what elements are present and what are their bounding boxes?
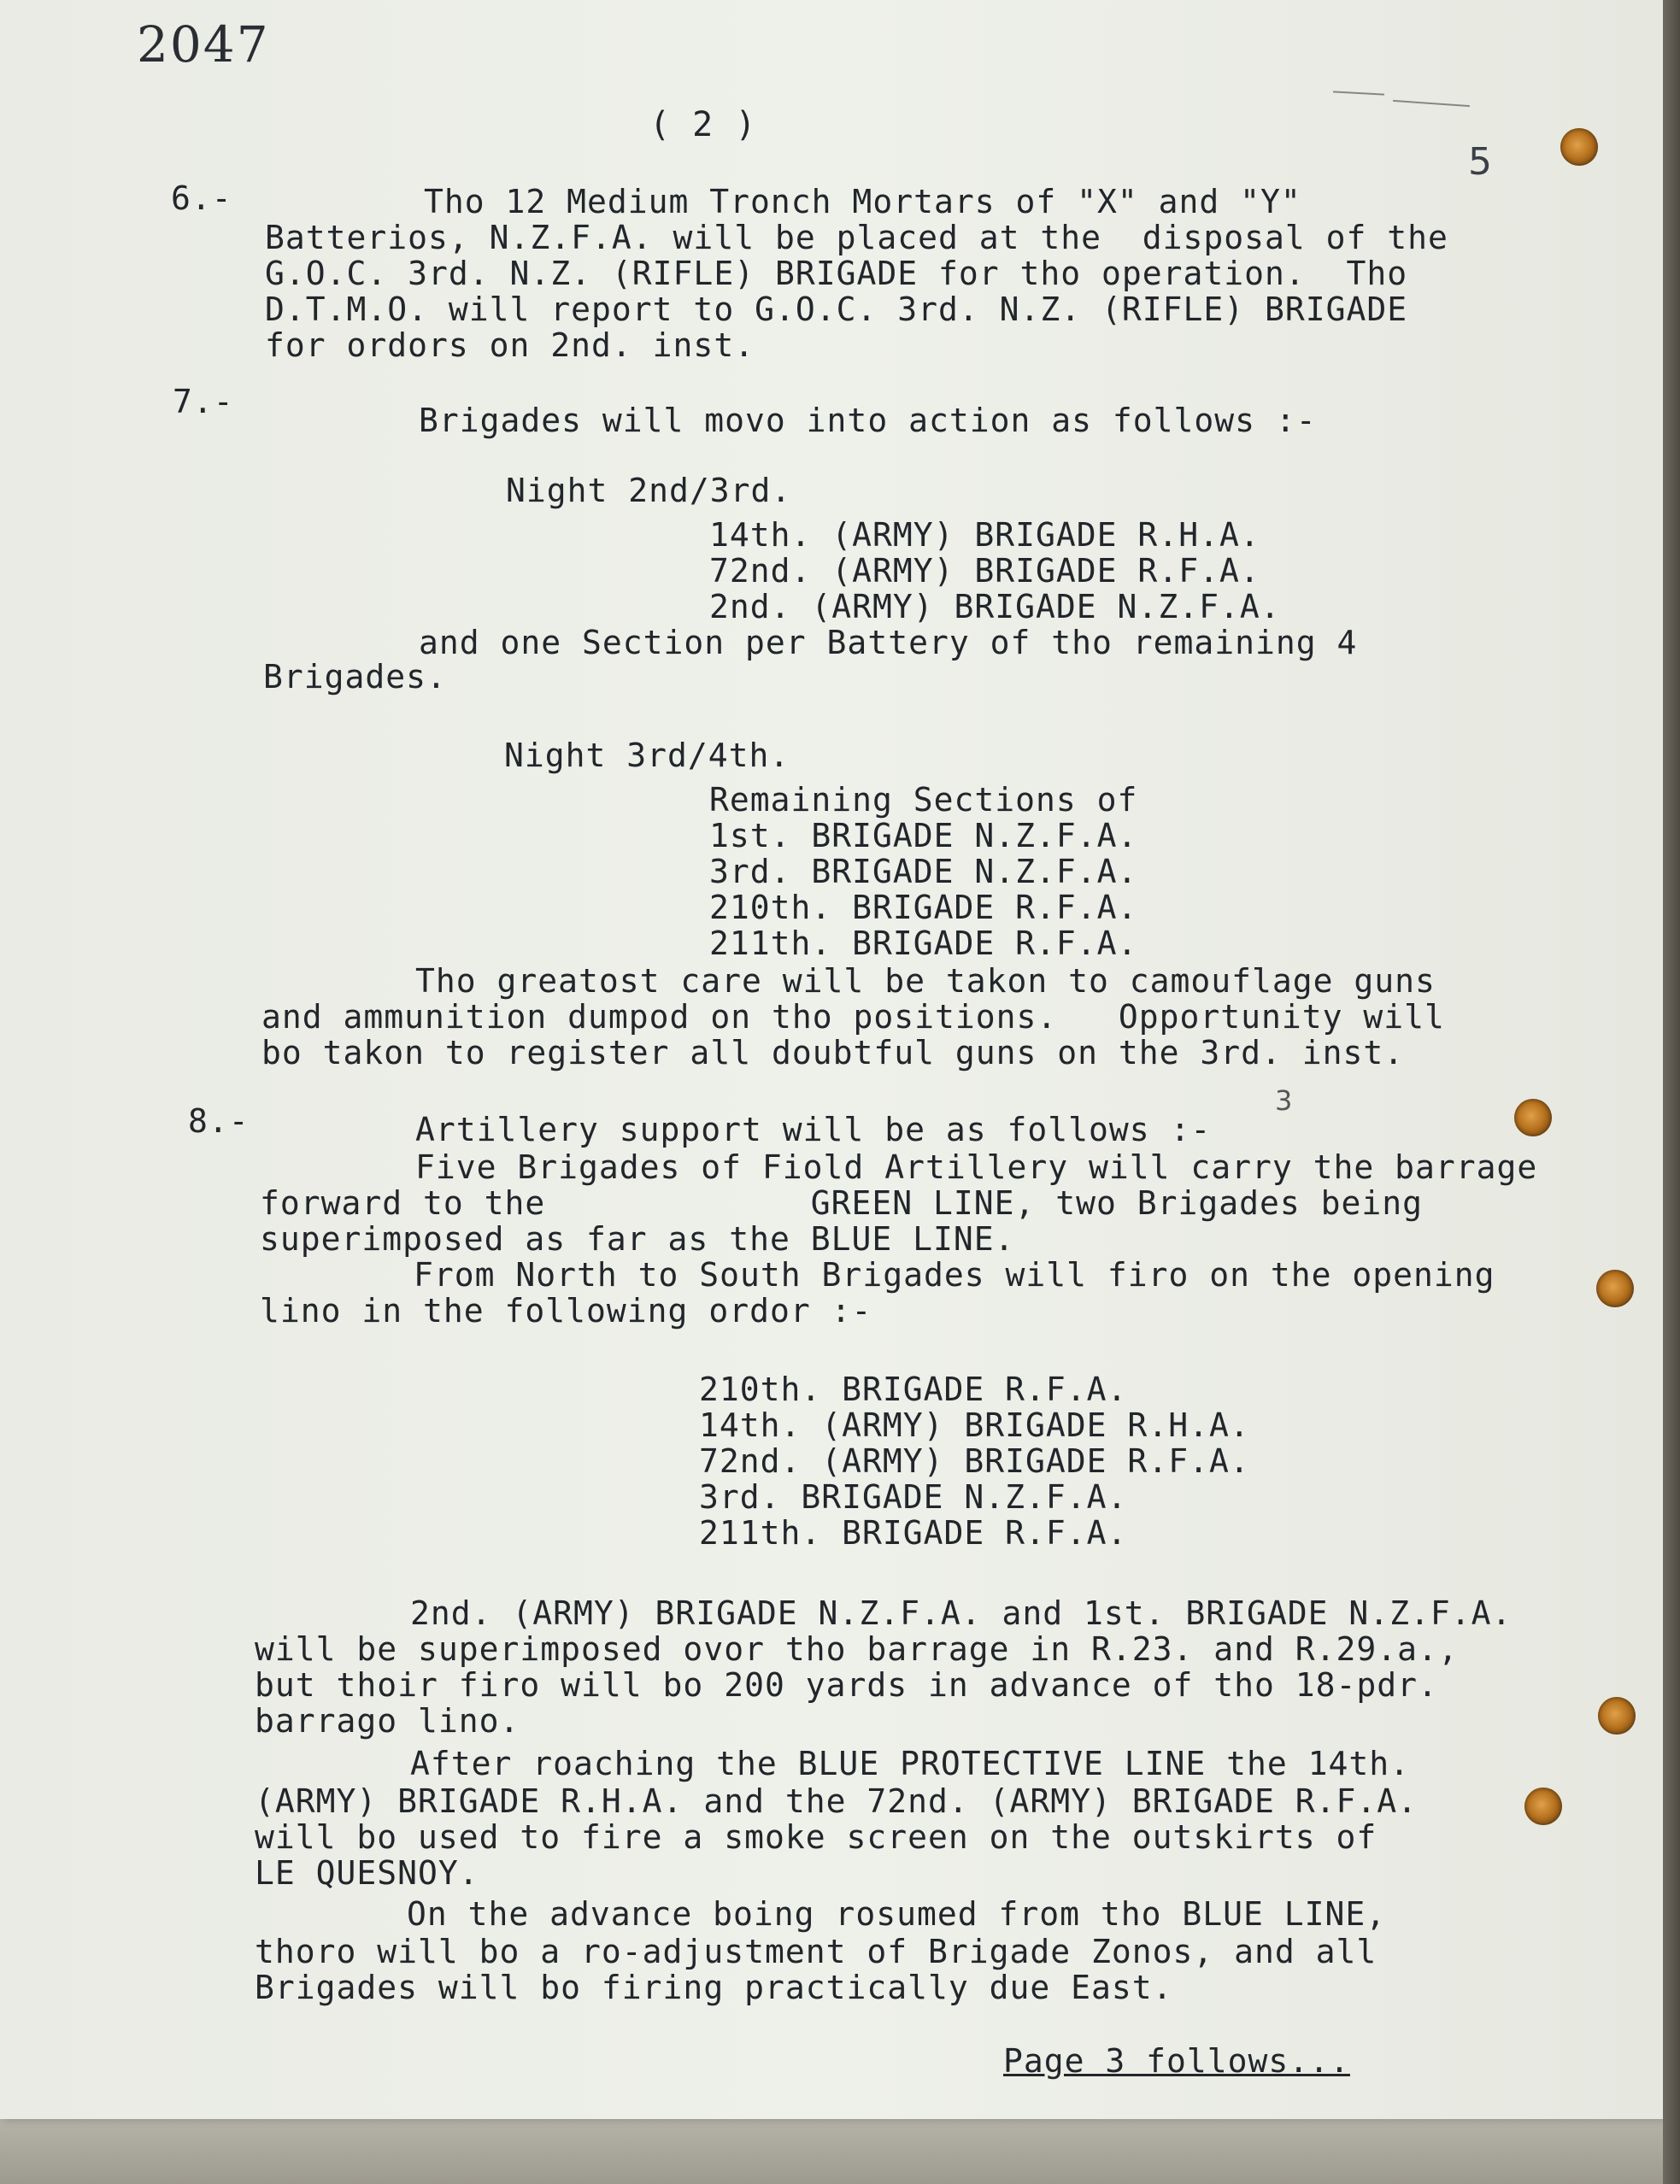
para-8-line: 2nd. (ARMY) BRIGADE N.Z.F.A. and 1st. BRIGADE N.Z.F.A. bbox=[410, 1594, 1513, 1632]
para-7-text: bo takon to register all doubtful guns on the 3rd. inst. bbox=[261, 1034, 1405, 1071]
para-7-text: Tho greatost care will be takon to camouflage guns bbox=[415, 962, 1436, 1000]
unit-line: Remaining Sections of bbox=[709, 781, 1138, 819]
para-8-line: LE QUESNOY. bbox=[255, 1854, 479, 1892]
para-8-line: From North to South Brigades will firo on the opening bbox=[414, 1256, 1495, 1294]
pencil-mark: 3 bbox=[1275, 1084, 1294, 1117]
punch-hole bbox=[1598, 1697, 1636, 1735]
unit-line: 72nd. (ARMY) BRIGADE R.F.A. bbox=[709, 552, 1260, 590]
order-line: 14th. (ARMY) BRIGADE R.H.A. bbox=[699, 1406, 1250, 1444]
page-follows-note: Page 3 follows... bbox=[1003, 2042, 1350, 2080]
para-8-line: will bo used to fire a smoke screen on the outskirts of bbox=[255, 1818, 1377, 1856]
para-7-text: and one Section per Battery of tho remaining 4 bbox=[419, 624, 1358, 661]
para-8-line: (ARMY) BRIGADE R.H.A. and the 72nd. (ARMY) BRIGADE R.F.A. bbox=[255, 1782, 1419, 1820]
para-8-line: forward to the GREEN LINE, two Brigades being bbox=[260, 1184, 1424, 1222]
para-8-line: lino in the following ordor :- bbox=[260, 1292, 872, 1330]
para-8-line: After roaching the BLUE PROTECTIVE LINE the 14th. bbox=[410, 1745, 1411, 1782]
order-line: 211th. BRIGADE R.F.A. bbox=[699, 1514, 1128, 1552]
para-8-line: Brigades will bo firing practically due East. bbox=[255, 1969, 1173, 2006]
order-line: 72nd. (ARMY) BRIGADE R.F.A. bbox=[699, 1442, 1250, 1480]
para-6-line: for ordors on 2nd. inst. bbox=[265, 326, 755, 364]
para-7-number: 7.- bbox=[173, 383, 234, 420]
pen-dash bbox=[1393, 100, 1470, 107]
para-7-text: and ammunition dumpod on tho positions. Opportunity will bbox=[261, 998, 1445, 1036]
unit-line: 14th. (ARMY) BRIGADE R.H.A. bbox=[709, 516, 1260, 554]
order-line: 3rd. BRIGADE N.Z.F.A. bbox=[699, 1478, 1128, 1516]
para-7-text: Brigades. bbox=[263, 658, 447, 696]
unit-line: 1st. BRIGADE N.Z.F.A. bbox=[709, 817, 1138, 854]
para-8-line: but thoir firo will bo 200 yards in advance of tho 18-pdr. bbox=[255, 1666, 1438, 1704]
night-heading: Night 2nd/3rd. bbox=[506, 472, 792, 509]
para-6-number: 6.- bbox=[171, 179, 232, 217]
para-8-line: Artillery support will be as follows :- bbox=[415, 1111, 1212, 1148]
para-8-line: barrago lino. bbox=[255, 1702, 520, 1740]
unit-line: 2nd. (ARMY) BRIGADE N.Z.F.A. bbox=[709, 588, 1281, 625]
unit-line: 211th. BRIGADE R.F.A. bbox=[709, 925, 1138, 962]
para-7-intro: Brigades will movo into action as follows :- bbox=[419, 402, 1317, 439]
para-6-line: G.O.C. 3rd. N.Z. (RIFLE) BRIGADE for tho operation. Tho bbox=[265, 255, 1408, 292]
reference-number: 2047 bbox=[137, 15, 270, 73]
para-8-number: 8.- bbox=[188, 1102, 250, 1140]
punch-hole bbox=[1524, 1788, 1562, 1825]
punch-hole bbox=[1560, 128, 1598, 166]
night-heading: Night 3rd/4th. bbox=[504, 737, 790, 774]
pen-dash bbox=[1333, 91, 1384, 95]
punch-hole bbox=[1514, 1099, 1552, 1136]
corner-number: 5 bbox=[1468, 140, 1493, 184]
unit-line: 210th. BRIGADE R.F.A. bbox=[709, 889, 1138, 926]
paper-edge-shadow bbox=[1663, 0, 1680, 2184]
para-6-line: Batterios, N.Z.F.A. will be placed at the disposal of the bbox=[265, 219, 1448, 256]
para-8-line: thoro will bo a ro-adjustment of Brigade Zonos, and all bbox=[255, 1933, 1377, 1970]
unit-line: 3rd. BRIGADE N.Z.F.A. bbox=[709, 853, 1138, 890]
punch-hole bbox=[1596, 1270, 1634, 1307]
para-8-line: will be superimposed ovor tho barrage in R.23. and R.29.a., bbox=[255, 1630, 1459, 1668]
page-label: ( 2 ) bbox=[649, 105, 757, 144]
para-6-line: Tho 12 Medium Tronch Mortars of "X" and "Y" bbox=[424, 183, 1301, 220]
para-8-line: Five Brigades of Fiold Artillery will carry the barrage bbox=[415, 1148, 1538, 1186]
para-6-line: D.T.M.O. will report to G.O.C. 3rd. N.Z. (RIFLE) BRIGADE bbox=[265, 291, 1408, 328]
para-8-line: superimposed as far as the BLUE LINE. bbox=[260, 1220, 1015, 1258]
order-line: 210th. BRIGADE R.F.A. bbox=[699, 1371, 1128, 1408]
para-8-line: On the advance boing rosumed from tho BLUE LINE, bbox=[407, 1895, 1387, 1933]
